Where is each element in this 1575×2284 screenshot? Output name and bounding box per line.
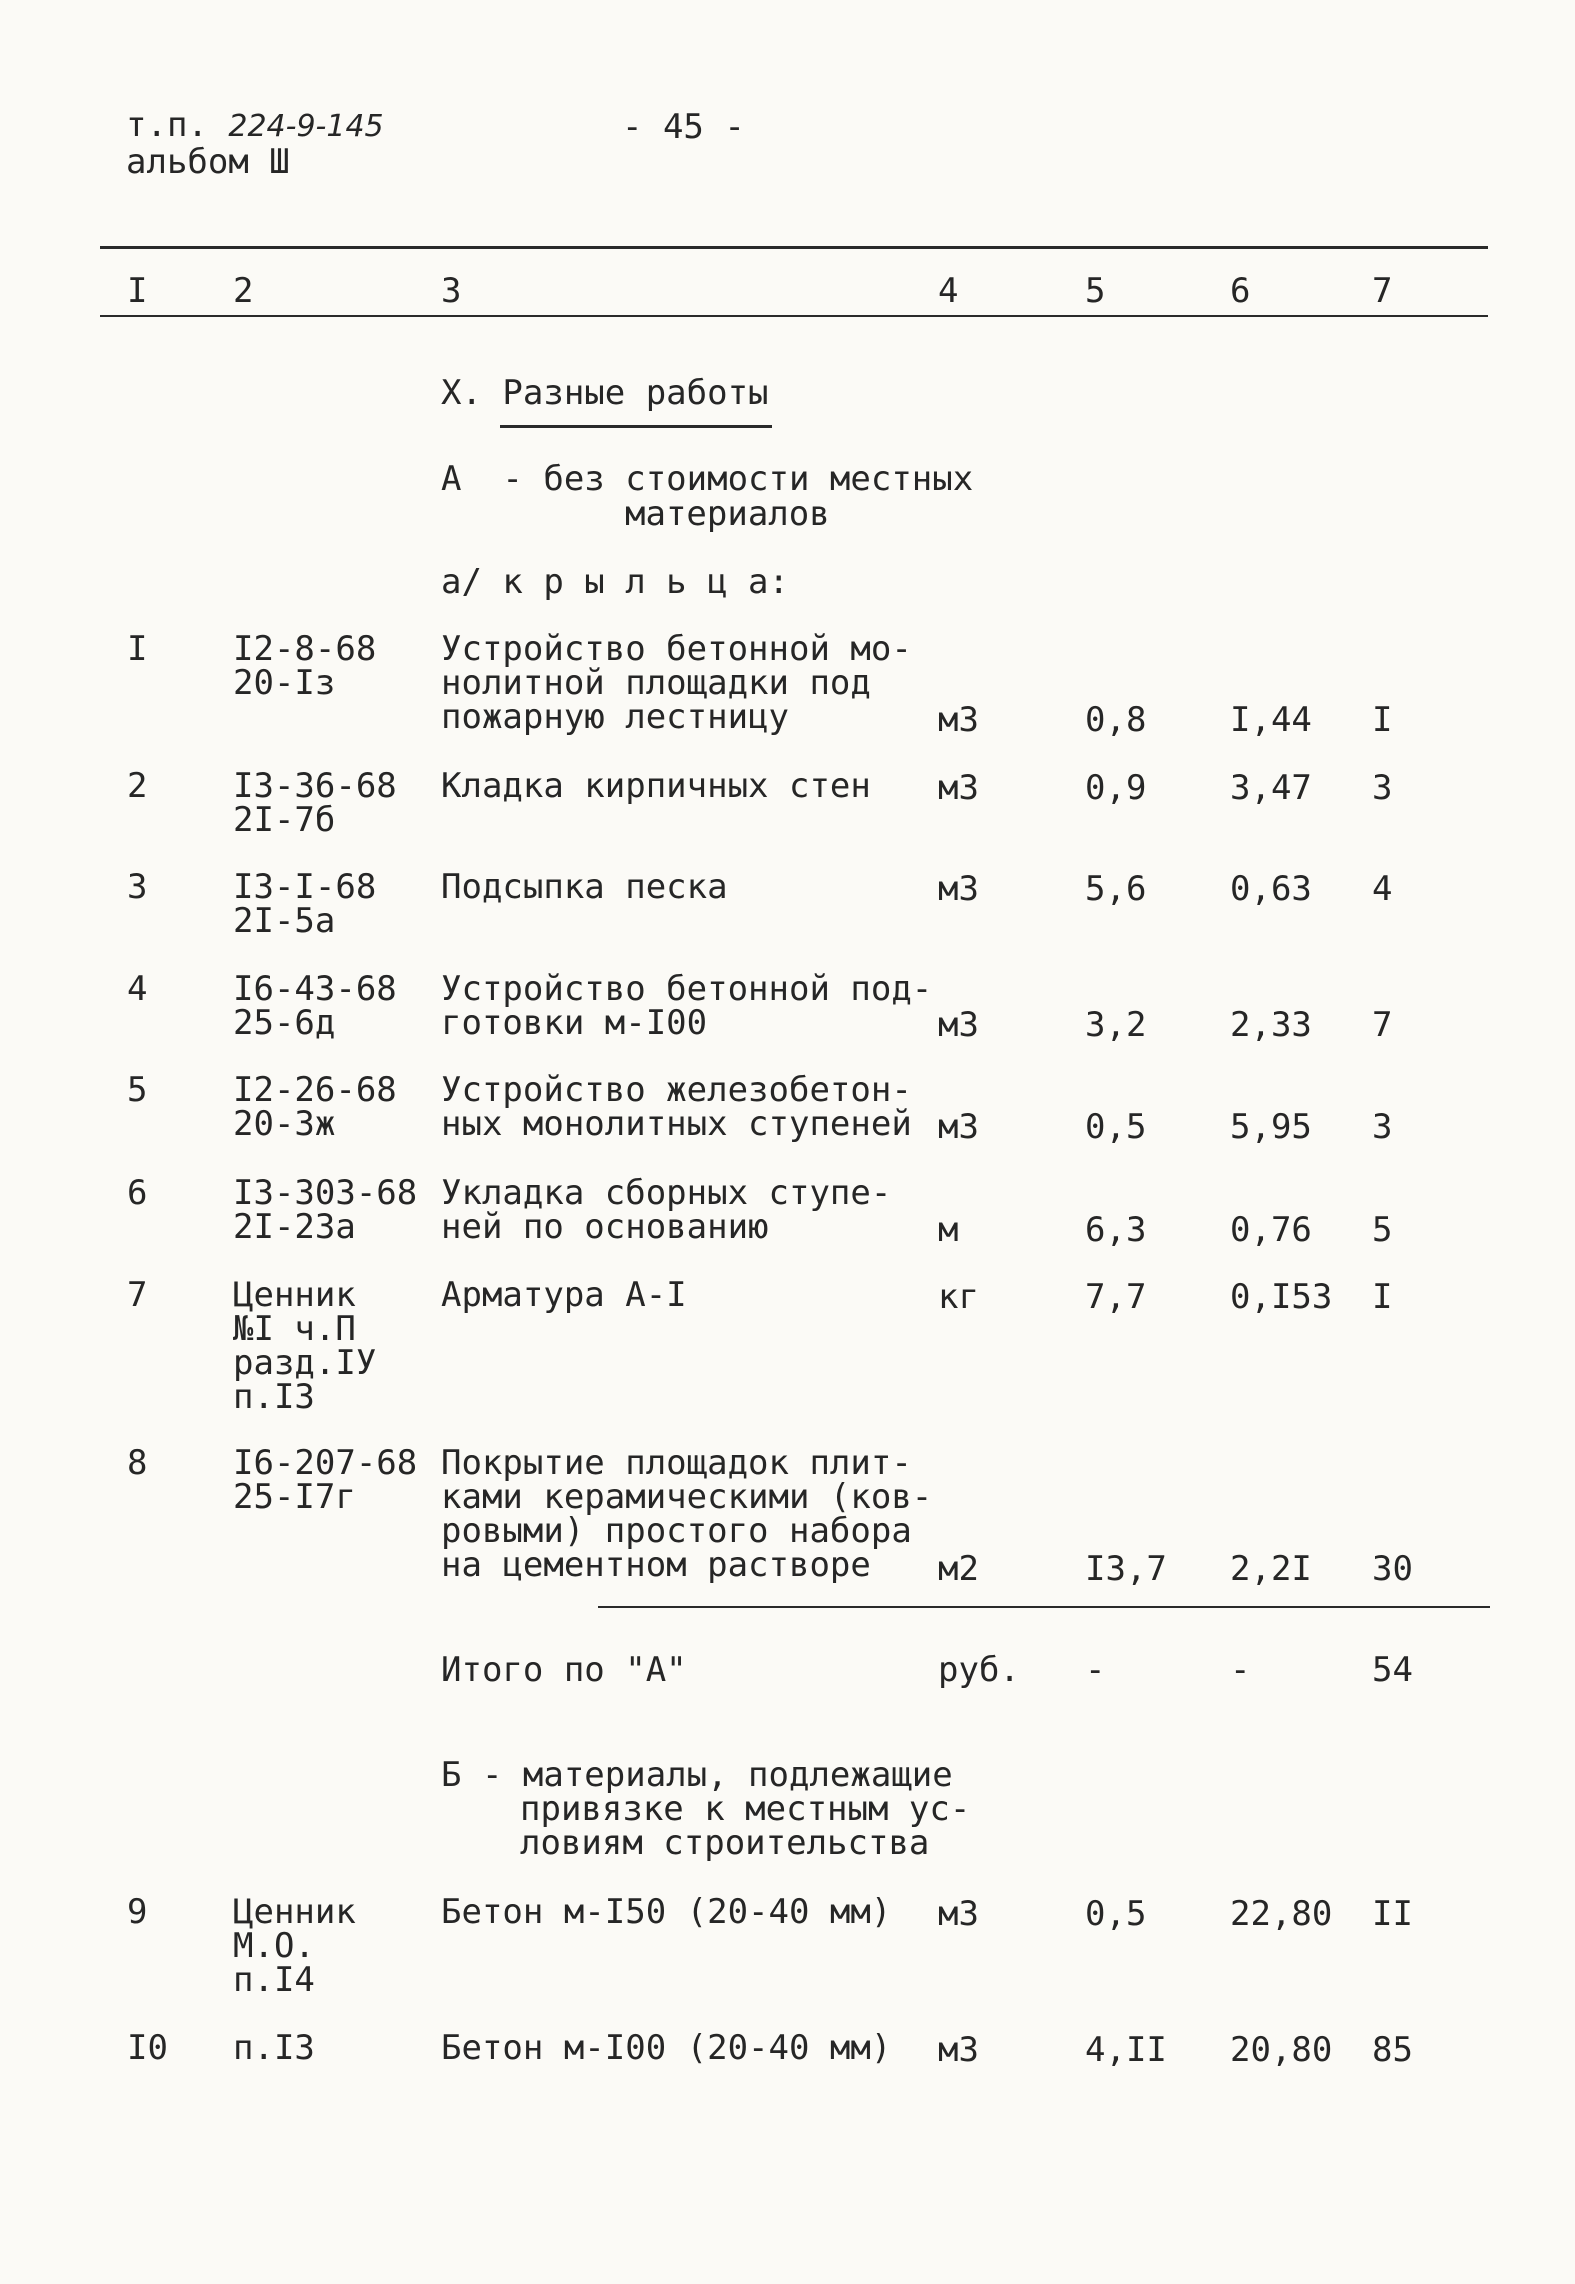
col-header-1: I — [127, 271, 148, 311]
row-price: 0,I53 — [1230, 1277, 1333, 1317]
row-code: 25-I7г — [233, 1477, 356, 1517]
col-header-5: 5 — [1085, 271, 1106, 311]
subsection-title: а/ к р ы л ь ц а: — [441, 562, 789, 602]
row-number: 5 — [127, 1070, 148, 1110]
row-quantity: I3,7 — [1085, 1549, 1167, 1589]
row-total: I — [1372, 1277, 1393, 1317]
row-price: 22,80 — [1230, 1894, 1333, 1934]
row-code: М.О. — [233, 1926, 315, 1966]
row-description: Бетон м-I00 (20-40 мм) — [441, 2028, 892, 2068]
row-description: Кладка кирпичных стен — [441, 766, 871, 806]
part-b-heading-cont: ловиям строительства — [520, 1823, 930, 1863]
part-a-heading-cont: материалов — [625, 494, 830, 534]
part-a-heading: А - без стоимости местных — [441, 459, 974, 499]
row-total: 4 — [1372, 869, 1393, 909]
part-b-heading-cont: привязке к местным ус- — [520, 1789, 971, 1829]
row-code: I2-8-68 — [233, 629, 377, 669]
album-label: альбом Ш — [126, 142, 290, 182]
subtotal-rule — [598, 1606, 1490, 1608]
col-header-6: 6 — [1230, 271, 1251, 311]
row-quantity: 7,7 — [1085, 1277, 1147, 1317]
header-bottom-rule — [100, 315, 1488, 317]
subtotal-quantity: - — [1085, 1650, 1106, 1690]
row-price: 3,47 — [1230, 768, 1312, 808]
subtotal-total: 54 — [1372, 1650, 1413, 1690]
row-description: Подсыпка песка — [441, 867, 728, 907]
row-code: I3-I-68 — [233, 867, 377, 907]
row-unit: кг — [938, 1277, 979, 1317]
row-code: 2I-7б — [233, 800, 336, 840]
row-quantity: 0,5 — [1085, 1894, 1147, 1934]
row-code: Ценник — [233, 1275, 356, 1315]
row-code: 20-Iз — [233, 663, 336, 703]
row-number: I — [127, 629, 148, 669]
row-number: I0 — [127, 2028, 168, 2068]
row-unit: м3 — [938, 1107, 979, 1147]
row-quantity: 5,6 — [1085, 869, 1147, 909]
row-quantity: 6,3 — [1085, 1210, 1147, 1250]
row-description: Устройство железобетон- — [441, 1070, 912, 1110]
row-price: 0,76 — [1230, 1210, 1312, 1250]
row-number: 2 — [127, 766, 148, 806]
row-total: 3 — [1372, 1107, 1393, 1147]
col-header-3: 3 — [441, 271, 462, 311]
row-price: I,44 — [1230, 700, 1312, 740]
row-unit: м3 — [938, 700, 979, 740]
row-number: 4 — [127, 969, 148, 1009]
row-code: №I ч.П — [233, 1309, 356, 1349]
row-quantity: 3,2 — [1085, 1005, 1147, 1045]
row-description: ней по основанию — [441, 1207, 769, 1247]
row-description: Бетон м-I50 (20-40 мм) — [441, 1892, 892, 1932]
row-price: 0,63 — [1230, 869, 1312, 909]
section-title-underline — [500, 425, 772, 428]
row-code: Ценник — [233, 1892, 356, 1932]
row-unit: м3 — [938, 768, 979, 808]
row-unit: м3 — [938, 1005, 979, 1045]
row-total: 30 — [1372, 1549, 1413, 1589]
header-top-rule — [100, 246, 1488, 249]
row-description: Арматура А-I — [441, 1275, 687, 1315]
subtotal-unit: руб. — [938, 1650, 1020, 1690]
section-title: Х. Разные работы — [441, 373, 769, 413]
row-unit: м3 — [938, 869, 979, 909]
row-number: 3 — [127, 867, 148, 907]
row-quantity: 4,II — [1085, 2030, 1167, 2070]
row-quantity: 0,9 — [1085, 768, 1147, 808]
row-number: 9 — [127, 1892, 148, 1932]
row-code: 25-6д — [233, 1003, 336, 1043]
row-price: 20,80 — [1230, 2030, 1333, 2070]
row-total: I — [1372, 700, 1393, 740]
row-code: I2-26-68 — [233, 1070, 397, 1110]
row-quantity: 0,5 — [1085, 1107, 1147, 1147]
row-code: I3-303-68 — [233, 1173, 418, 1213]
row-unit: м2 — [938, 1549, 979, 1589]
row-description: ных монолитных ступеней — [441, 1104, 912, 1144]
row-description: ровыми) простого набора — [441, 1511, 912, 1551]
row-code: п.I3 — [233, 1377, 315, 1417]
row-code: 2I-23а — [233, 1207, 356, 1247]
row-code: п.I3 — [233, 2028, 315, 2068]
row-description: готовки м-I00 — [441, 1003, 708, 1043]
row-description: Устройство бетонной мо- — [441, 629, 912, 669]
row-total: 7 — [1372, 1005, 1393, 1045]
row-code: 2I-5а — [233, 901, 336, 941]
row-number: 7 — [127, 1275, 148, 1315]
project-number: 224-9-145 — [228, 109, 384, 144]
col-header-2: 2 — [233, 271, 254, 311]
row-description: Покрытие площадок плит- — [441, 1443, 912, 1483]
row-total: 3 — [1372, 768, 1393, 808]
row-price: 2,2I — [1230, 1549, 1312, 1589]
row-quantity: 0,8 — [1085, 700, 1147, 740]
row-code: I6-207-68 — [233, 1443, 418, 1483]
row-unit: м — [938, 1210, 959, 1250]
part-b-heading: Б - материалы, подлежащие — [441, 1755, 953, 1795]
row-total: 5 — [1372, 1210, 1393, 1250]
row-code: разд.IУ — [233, 1343, 377, 1383]
col-header-7: 7 — [1372, 271, 1393, 311]
row-total: 85 — [1372, 2030, 1413, 2070]
col-header-4: 4 — [938, 271, 959, 311]
row-code: I6-43-68 — [233, 969, 397, 1009]
row-price: 2,33 — [1230, 1005, 1312, 1045]
row-code: 20-3ж — [233, 1104, 336, 1144]
page-number: - 45 - — [622, 107, 745, 147]
row-code: п.I4 — [233, 1960, 315, 2000]
row-code: I3-36-68 — [233, 766, 397, 806]
row-total: II — [1372, 1894, 1413, 1934]
row-description: нолитной площадки под — [441, 663, 871, 703]
row-price: 5,95 — [1230, 1107, 1312, 1147]
subtotal-price: - — [1230, 1650, 1251, 1690]
row-unit: м3 — [938, 2030, 979, 2070]
row-number: 6 — [127, 1173, 148, 1213]
row-description: ками керамическими (ков- — [441, 1477, 933, 1517]
row-number: 8 — [127, 1443, 148, 1483]
row-description: на цементном растворе — [441, 1545, 871, 1585]
subtotal-label: Итого по "А" — [441, 1650, 687, 1690]
project-code: т.п. 224-9-145 — [126, 105, 384, 145]
row-unit: м3 — [938, 1894, 979, 1934]
row-description: Устройство бетонной под- — [441, 969, 933, 1009]
row-description: Укладка сборных ступе- — [441, 1173, 892, 1213]
row-description: пожарную лестницу — [441, 697, 789, 737]
